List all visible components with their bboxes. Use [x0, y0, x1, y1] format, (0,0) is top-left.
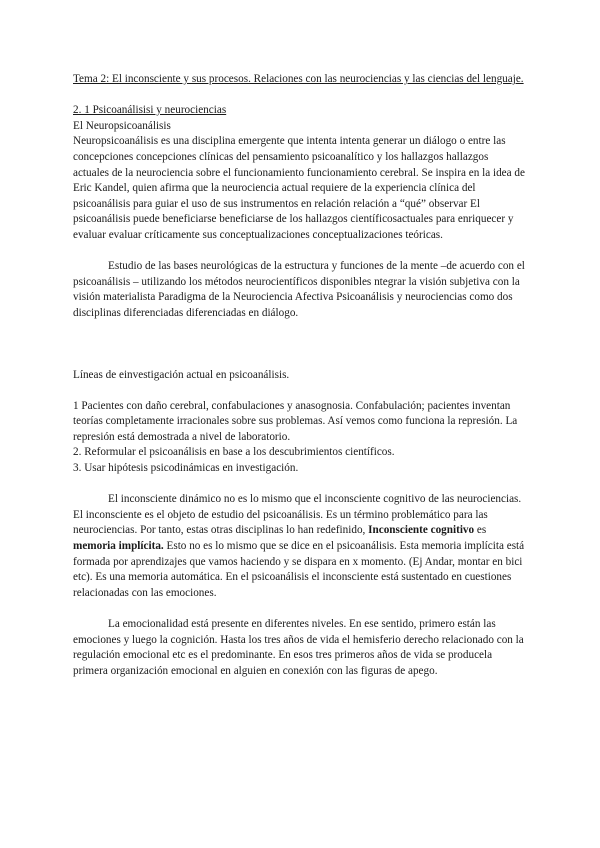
paragraph-text: Esto no es lo mismo que se dice en el psicoanálisis. Esta memoria implícita está formada por aprendizajes que vamos haciendo y se dispara en x momento. (Ej Andar, montar en bici etc). Es una memoria automática. En el psicoanálisis el inconsciente está sustentado en cuestiones relacionadas con las emociones. [73, 540, 525, 599]
document-title: Tema 2: El inconsciente y sus procesos. Relaciones con las neurociencias y las ciencias del lenguaje. [73, 73, 524, 85]
spacer [73, 601, 527, 617]
list-item-3: 3. Usar hipótesis psicodinámicas en investigación. [73, 462, 299, 475]
section-heading-lineas: Líneas de einvestigación actual en psicoanálisis. [73, 368, 290, 381]
bold-term-inconsciente-cognitivo: Inconsciente cognitivo [368, 524, 475, 537]
spacer [73, 477, 527, 493]
subheading-neuropsicoanalisis: El Neuropsicoanálisis [73, 119, 171, 132]
spacer [73, 383, 527, 399]
spacer [73, 88, 527, 104]
paragraph-text: El inconsciente dinámico no es lo mismo que el inconsciente cognitivo de las neurociencias. El inconsciente es el objeto de estudio del psicoanálisis. Es un término problemático para las neurociencias. Por tanto, estas otras disciplinas lo han redefinido, [73, 493, 522, 537]
paragraph-inconsciente [73, 492, 527, 601]
spacer [73, 244, 527, 260]
spacer [73, 322, 527, 368]
paragraph-text: es [474, 524, 487, 537]
paragraph-bases-neurologicas: Estudio de las bases neurológicas de la estructura y funciones de la mente –de acuerdo con el psicoanálisis – utilizando los métodos neurocientíficos disponibles ntegrar la visión subjetiva con la visión materialista Paradigma de la Neurociencia Afectiva Psicoanálisis y neurociencias como dos disciplinas diferenciadas diferenciadas en diálogo. [73, 260, 525, 319]
list-item-1: 1 Pacientes con daño cerebral, confabulaciones y anasognosia. Confabulación; pacientes inventan teorías completamente irracionales sobre sus problemas. Así vemos como funciona la represión. La represión está demostrada a nivel de laboratorio. [73, 399, 518, 443]
section-heading-psicoanalisis: 2. 1 Psicoanálisisi y neurociencias [73, 104, 227, 117]
paragraph-neuropsicoanalisis: Neuropsicoanálisis es una disciplina emergente que intenta intenta generar un diálogo o entre las concepciones concepciones clínicas del pensamiento psicoanalítico y los hallazgos hallazgos actuales de la neurociencia sobre el funcionamiento funcionamiento cerebral. Se inspira en la idea de Eric Kandel, quien afirma que la neurociencia actual requiere de la experiencia clínica del psicoanálisis para guiar el uso de sus instrumentos en relación relación a “qué” observar El psicoanálisis puede beneficiarse beneficiarse de los hallazgos científicosactuales para enriquecer y evaluar evaluar críticamente sus conceptualizaciones conceptualizaciones teóricas. [73, 135, 525, 241]
document-body [73, 72, 527, 679]
list-item-2: 2. Reformular el psicoanálisis en base a los descubrimientos científicos. [73, 446, 395, 459]
bold-term-memoria-implicita: memoria implícita. [73, 540, 164, 553]
paragraph-emocionalidad: La emocionalidad está presente en diferentes niveles. En ese sentido, primero están las emociones y luego la cognición. Hasta los tres años de vida el hemisferio derecho relacionado con la regulación emocional etc es el predominante. En esos tres primeros años de vida se producela primera organización emocional en alguien en conexión con las figuras de apego. [73, 618, 524, 677]
